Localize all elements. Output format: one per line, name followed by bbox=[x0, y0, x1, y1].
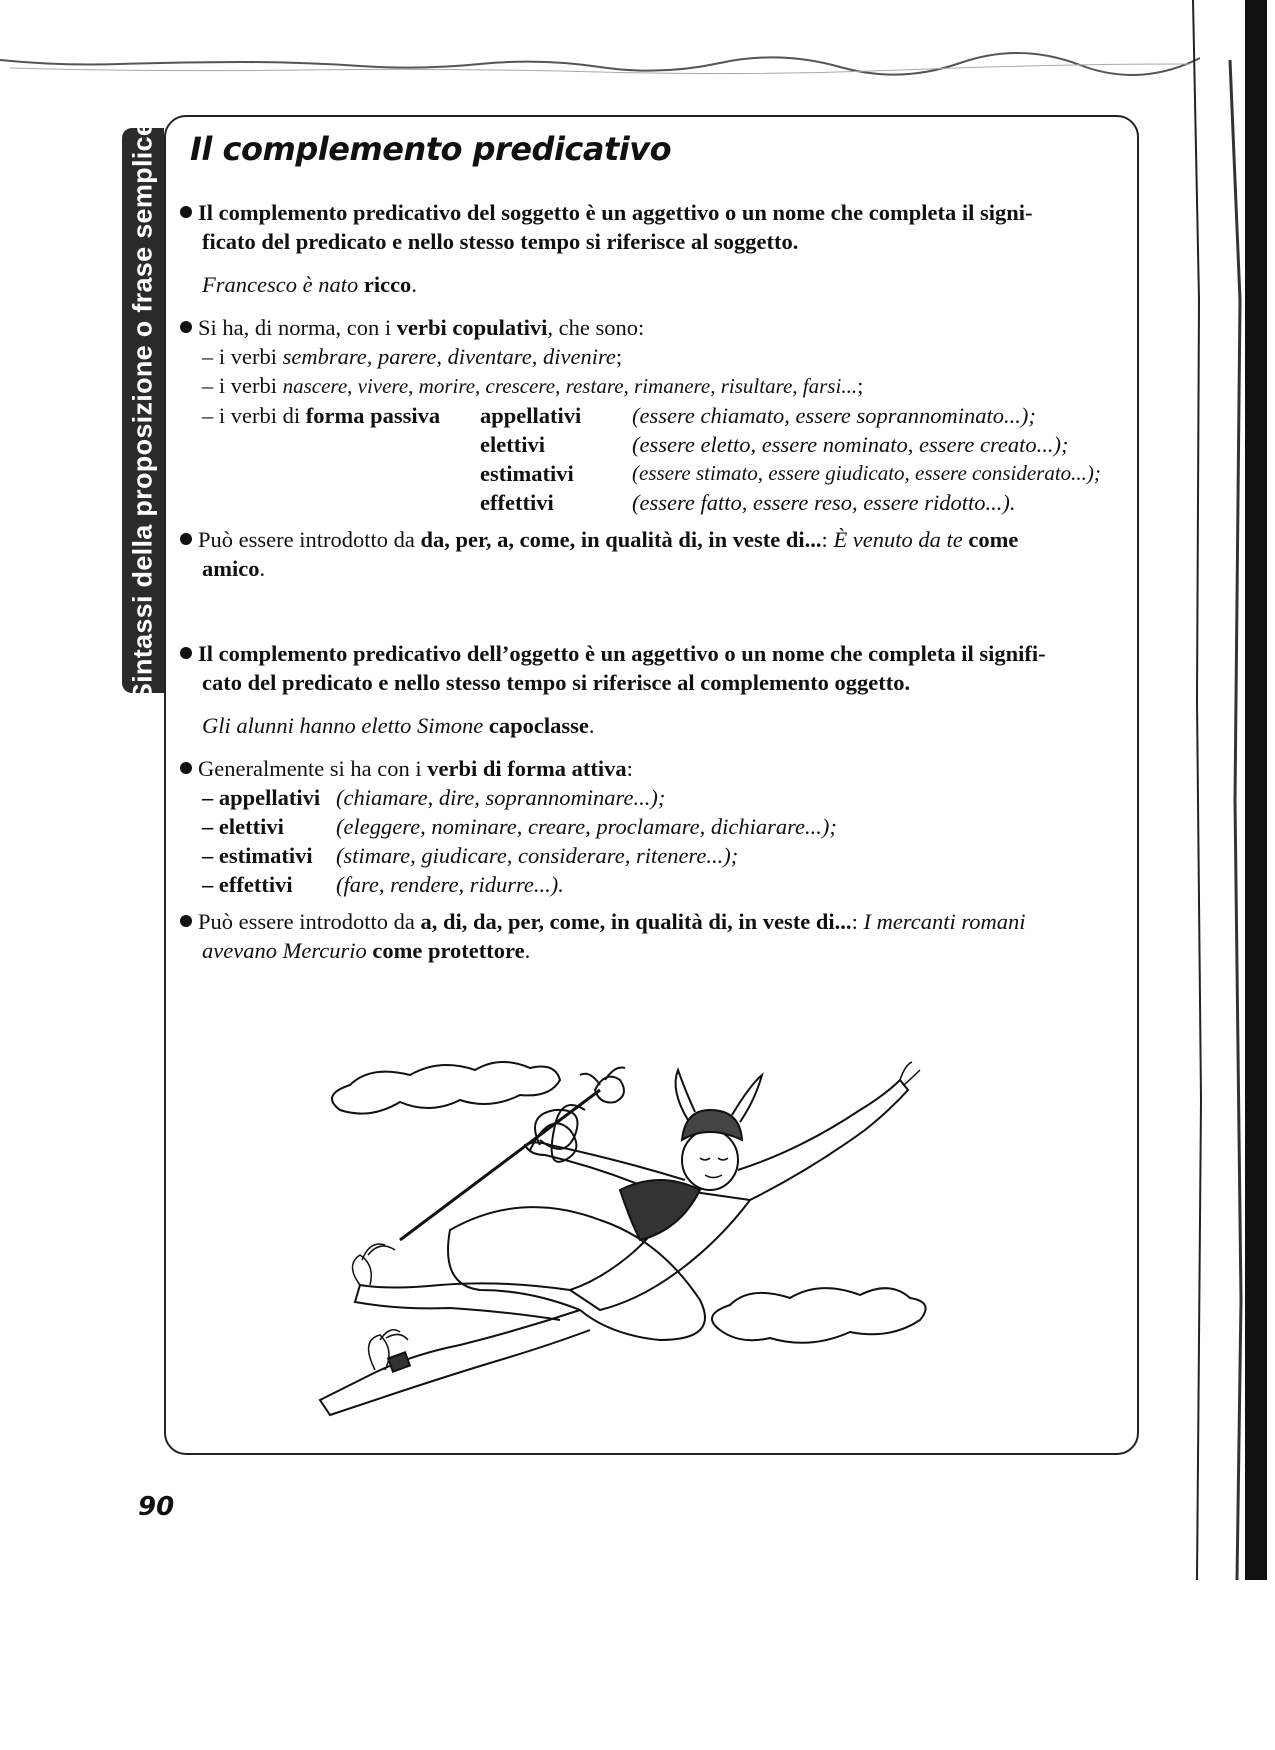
bullet-icon bbox=[180, 915, 192, 927]
attiva-examples: (chiamare, dire, soprannominare...); bbox=[336, 785, 666, 810]
introdotto-example-italic: I mercanti romani bbox=[863, 909, 1026, 934]
introdotto-colon: : bbox=[851, 909, 858, 934]
passiva-examples: (essere fatto, essere reso, essere ridotto...). bbox=[632, 490, 1016, 515]
bullet-icon bbox=[180, 321, 192, 333]
introdotto-example-italic: avevano Mercurio bbox=[202, 938, 367, 963]
soggetto-definition-line1: Il complemento predicativo del soggetto è un aggettivo o un nome che completa il signi- bbox=[198, 200, 1033, 225]
attiva-type: – estimativi bbox=[202, 843, 313, 868]
attiva-type: – elettivi bbox=[202, 814, 284, 839]
passiva-type: effettivi bbox=[480, 490, 554, 515]
passiva-type: appellativi bbox=[480, 403, 582, 428]
oggetto-definition bbox=[180, 639, 1135, 697]
mercury-head bbox=[682, 1130, 738, 1190]
mercury-illustration bbox=[300, 1040, 1020, 1450]
intro-post: : bbox=[626, 756, 633, 781]
cloud-right bbox=[712, 1288, 926, 1343]
page-number: 90 bbox=[138, 1492, 175, 1522]
passiva-examples: (essere eletto, essere nominato, essere creato...); bbox=[632, 432, 1069, 457]
mercury-leg-upper bbox=[355, 1283, 570, 1320]
introdotto-end: . bbox=[524, 938, 531, 963]
oggetto-introdotto bbox=[180, 907, 1135, 965]
copulativi-intro bbox=[180, 313, 1135, 342]
copulativi-line2 bbox=[180, 371, 1135, 401]
example-end: . bbox=[411, 272, 417, 297]
bullet-icon bbox=[180, 533, 192, 545]
introdotto-example-italic: È venuto da te bbox=[833, 527, 963, 552]
attiva-row bbox=[180, 870, 1135, 899]
passiva-row bbox=[180, 459, 1135, 488]
chapter-side-tab bbox=[122, 120, 164, 701]
line-pre: – i verbi bbox=[202, 344, 277, 369]
mercury-leg-lower bbox=[320, 1310, 590, 1415]
passiva-type: elettivi bbox=[480, 432, 545, 457]
side-tab-label: Sintassi della proposizione o frase semplice bbox=[127, 120, 158, 701]
passiva-examples: (essere chiamato, essere soprannominato...); bbox=[632, 403, 1036, 428]
example-italic: Gli alunni hanno eletto Simone bbox=[202, 713, 484, 738]
attiva-examples: (stimare, giudicare, considerare, ritenere...); bbox=[336, 843, 739, 868]
intro-bold: verbi di forma attiva bbox=[427, 756, 627, 781]
oggetto-definition-line2: cato del predicato e nello stesso tempo si riferisce al complemento oggetto. bbox=[202, 670, 911, 695]
oggetto-example bbox=[180, 711, 1135, 740]
attiva-type: – effettivi bbox=[202, 872, 293, 897]
attiva-intro bbox=[180, 754, 1135, 783]
bullet-icon bbox=[180, 206, 192, 218]
attiva-examples: (eleggere, nominare, creare, proclamare, dichiarare...); bbox=[336, 814, 837, 839]
passiva-row bbox=[180, 401, 1135, 430]
attiva-row bbox=[180, 812, 1135, 841]
passiva-label bbox=[202, 401, 480, 430]
attiva-row bbox=[180, 783, 1135, 812]
line-italic: sembrare, parere, diventare, divenire bbox=[282, 344, 616, 369]
main-content bbox=[180, 198, 1135, 965]
cloud-left bbox=[332, 1062, 560, 1114]
introdotto-colon: : bbox=[821, 527, 828, 552]
introdotto-pre: Può essere introdotto da bbox=[198, 909, 415, 934]
example-end: . bbox=[588, 713, 595, 738]
example-bold: ricco bbox=[363, 272, 412, 297]
mercury-arm-right bbox=[738, 1080, 908, 1200]
line-end: ; bbox=[857, 373, 864, 398]
intro-bold: verbi copulativi bbox=[396, 315, 548, 340]
soggetto-definition bbox=[180, 198, 1135, 256]
line-pre: – i verbi bbox=[202, 373, 277, 398]
soggetto-example bbox=[180, 270, 1135, 299]
passiva-examples: (essere stimato, essere giudicato, essere considerato...); bbox=[632, 461, 1101, 485]
winged-sandal-bottom bbox=[369, 1335, 389, 1370]
intro-text: Generalmente si ha con i bbox=[198, 756, 422, 781]
introdotto-line2-bold: amico bbox=[202, 556, 260, 581]
copulativi-line1 bbox=[180, 342, 1135, 371]
introdotto-example-bold: come bbox=[968, 527, 1019, 552]
soggetto-definition-line2: ficato del predicato e nello stesso tempo si riferisce al soggetto. bbox=[202, 229, 799, 254]
attiva-type: – appellativi bbox=[202, 785, 321, 810]
intro-text: Si ha, di norma, con i bbox=[198, 315, 392, 340]
introdotto-bold: a, di, da, per, come, in qualità di, in veste di... bbox=[420, 909, 852, 934]
introdotto-example-bold: come protettore bbox=[372, 938, 525, 963]
attiva-row bbox=[180, 841, 1135, 870]
mercury-cape bbox=[620, 1180, 700, 1240]
introdotto-line2-end: . bbox=[259, 556, 266, 581]
attiva-examples: (fare, rendere, ridurre...). bbox=[336, 872, 564, 897]
introdotto-bold: da, per, a, come, in qualità di, in veste di... bbox=[420, 527, 822, 552]
passiva-row bbox=[180, 430, 1135, 459]
example-bold: capoclasse bbox=[488, 713, 589, 738]
passiva-pre: – i verbi di bbox=[202, 403, 301, 428]
bullet-icon bbox=[180, 647, 192, 659]
example-italic: Francesco è nato bbox=[202, 272, 359, 297]
page-edge-wave bbox=[0, 40, 1200, 90]
soggetto-introdotto bbox=[180, 525, 1135, 583]
line-end: ; bbox=[615, 344, 623, 369]
intro-post: , che sono: bbox=[547, 315, 645, 340]
passiva-row bbox=[180, 488, 1135, 517]
passiva-bold: forma passiva bbox=[305, 403, 441, 428]
introdotto-pre: Può essere introdotto da bbox=[198, 527, 415, 552]
line-italic: nascere, vivere, morire, crescere, restare, rimanere, risultare, farsi... bbox=[282, 374, 858, 398]
oggetto-definition-line1: Il complemento predicativo dell’oggetto è un aggettivo o un nome che completa il signifi- bbox=[198, 641, 1046, 666]
page-title: Il complemento predicativo bbox=[190, 130, 672, 168]
bullet-icon bbox=[180, 762, 192, 774]
binding-shadow bbox=[1185, 0, 1275, 1750]
passiva-type: estimativi bbox=[480, 461, 574, 486]
